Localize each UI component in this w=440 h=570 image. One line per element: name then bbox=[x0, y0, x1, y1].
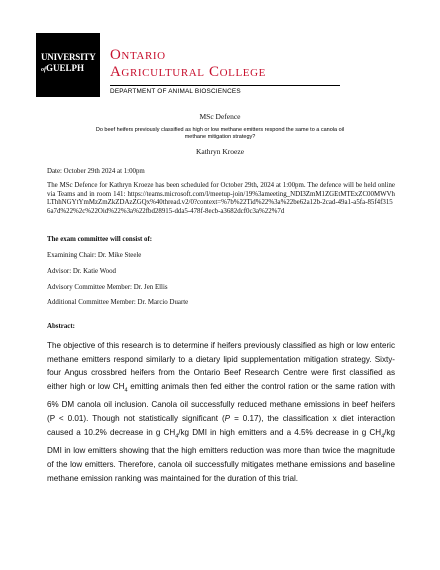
committee-member: Additional Committee Member: Dr. Marcio Duarte bbox=[47, 299, 189, 306]
abstract-part: = 0.17), the classification x diet interaction caused a 10.2% decrease in g CH bbox=[47, 414, 395, 437]
logo-line-1: UNIVERSITY bbox=[41, 52, 96, 62]
candidate-name: Kathryn Kroeze bbox=[195, 147, 245, 156]
logo-of: of bbox=[41, 67, 46, 73]
letterhead bbox=[36, 33, 386, 97]
announcement-text: The MSc Defence for Kathryn Kroeze has been scheduled for October 29th, 2024 at 1:00pm. The defence will be held online via Teams and in room 141: https://teams.microsoft.com/l/meetup-join/19%3ameeting_NDI3ZmM1ZGEtMTExZC00MWVhLThhNGYtYmMzZmZkZDAzZGQx%40thread.v2/0?context=%7b%22Tid%22%3a%22be62a12b-2cad-49a1-a5fa-85f4f3156a7d%22%2c%22Oid%22%3a%22fbd28915-dda5-478f-8ecb-a3682dcf0c3a%22%7d bbox=[47, 182, 395, 215]
event-title: MSc Defence bbox=[199, 112, 241, 121]
committee-member: Examining Chair: Dr. Mike Steele bbox=[47, 252, 142, 259]
logo-guelph: GUELPH bbox=[46, 63, 85, 73]
committee-member: Advisor: Dr. Katie Wood bbox=[47, 268, 116, 275]
subscript-4: 4 bbox=[381, 433, 385, 440]
college-name bbox=[110, 47, 266, 81]
university-logo bbox=[36, 33, 100, 97]
abstract-body bbox=[47, 339, 395, 485]
subscript-4: 4 bbox=[124, 387, 128, 394]
defence-date: Date: October 29th 2024 at 1:00pm bbox=[47, 168, 145, 175]
abstract-heading: Abstract: bbox=[47, 323, 75, 330]
committee-member: Advisory Committee Member: Dr. Jen Ellis bbox=[47, 284, 168, 291]
college-line-2: Agricultural College bbox=[110, 64, 266, 80]
abstract-part: The objective of this research is to determine if heifers previously classified as high or low enteric methane emitters respond similarly to a dietary lipid supplementation mitigation strategy. Sixty-four Angus crossbred heifers from the Ontario Beef Research Centre were first classified as either high or low CH bbox=[47, 341, 395, 392]
college-line-1: Ontario bbox=[110, 47, 166, 63]
department-name: DEPARTMENT OF ANIMAL BIOSCIENCES bbox=[110, 88, 241, 95]
abstract-part: /kg DMI in low emitters showing that the high emitters reduction was more than twice the magnitude of the low emitters. Therefore, canola oil successfully mitigates methane emissions and baseline methane emission ranking was maintained for the duration of this trial. bbox=[47, 427, 395, 483]
committee-heading: The exam committee will consist of: bbox=[47, 236, 153, 243]
thesis-question bbox=[0, 127, 440, 141]
department-rule bbox=[110, 85, 340, 86]
logo-line-2 bbox=[41, 63, 84, 73]
abstract-part: emitting animals then fed either the control ration or the same ration with 6% DM canola oil inclusion. Canola oil successfully reduced methane emissions in beef heifers (P < 0.01). Though not statistically significant ( bbox=[47, 382, 395, 424]
thesis-question-text: Do beef heifers previously classified as high or low methane emitters respond the same to a canola oil methane mitigation strategy? bbox=[95, 127, 345, 140]
abstract-part: /kg DMI in high emitters and a 4.5% decrease in g CH bbox=[178, 427, 382, 437]
subscript-4: 4 bbox=[175, 433, 179, 440]
p-value-label: P bbox=[224, 414, 231, 424]
